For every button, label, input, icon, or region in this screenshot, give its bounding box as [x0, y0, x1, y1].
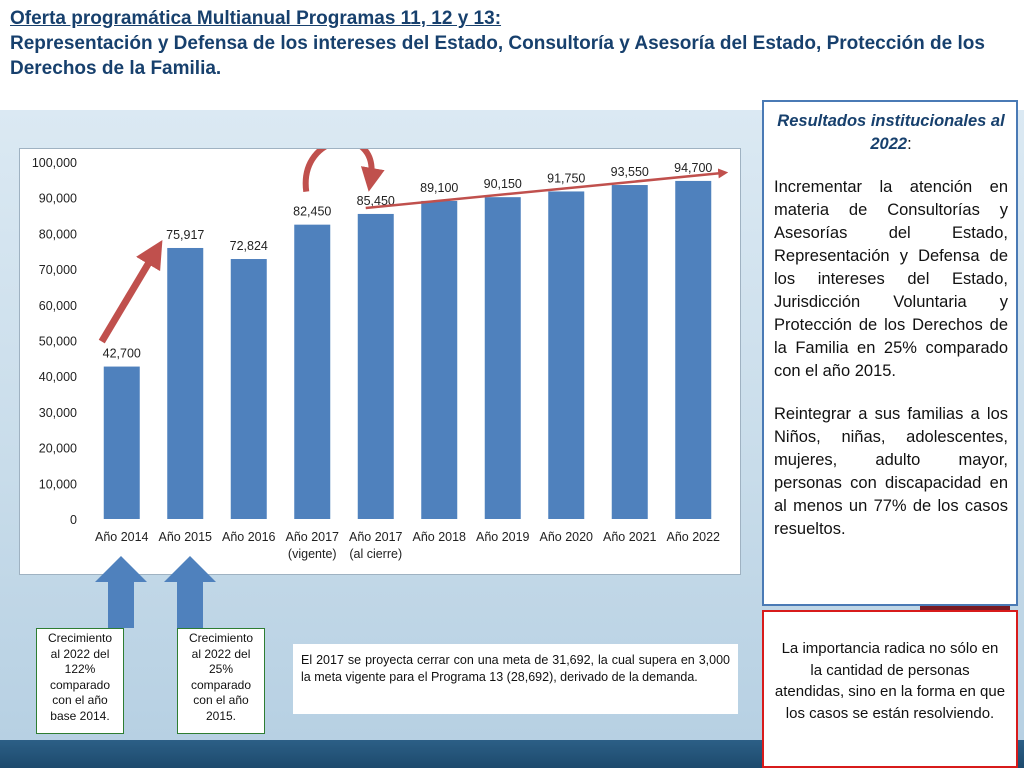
- results-title: [774, 110, 1008, 156]
- results-goal-1: Incrementar la atención en materia de Consultorías y Asesorías del Estado, Representación y Defensa de los intereses del Estado, Jurisdicción Voluntaria y Protección de los Derechos de la Familia en 25% comparado con el año 2015.: [774, 178, 1008, 380]
- header-subtitle: Representación y Defensa de los intereses del Estado, Consultoría y Asesoría del Estado, Protección de los Derechos de la Familia.: [10, 33, 985, 79]
- growth-line: 25%: [208, 662, 234, 676]
- bar-value-label: 42,700: [102, 346, 141, 361]
- growth-box-2014: [36, 628, 124, 734]
- bar-value-label: 94,700: [674, 160, 713, 175]
- x-tick-label: Año 2019: [475, 530, 530, 544]
- y-tick-label: 20,000: [38, 441, 77, 456]
- x-tick-label: Año 2018: [412, 530, 467, 544]
- projection-note: [293, 644, 738, 714]
- x-tick-label: Año 2017: [285, 530, 340, 544]
- growth-box-2015: [177, 628, 265, 734]
- x-tick-label: Año 2020: [539, 530, 594, 544]
- x-tick-label: Año 2017: [348, 530, 403, 544]
- y-tick-label: 10,000: [38, 477, 77, 492]
- bar-value-label: 72,824: [229, 239, 268, 254]
- importance-text: La importancia radica no sólo en la cantidad de personas atendidas, sino en la forma en que los casos se están resolviendo.: [774, 640, 1006, 722]
- y-tick-label: 90,000: [38, 191, 77, 206]
- x-tick-label: Año 2016: [221, 530, 276, 544]
- x-tick-label: Año 2015: [158, 530, 213, 544]
- growth-line: al 2022 del: [191, 646, 251, 661]
- growth-line: base 2014.: [50, 708, 110, 723]
- x-tick-label: Año 2014: [94, 530, 149, 544]
- y-tick-label: 60,000: [38, 298, 77, 313]
- growth-line: Crecimiento: [47, 631, 113, 645]
- bar-value-label: 75,917: [166, 227, 205, 242]
- up-arrow-icon: [95, 556, 147, 628]
- up-arrow-icon: [164, 556, 216, 628]
- header-title: Oferta programática Multianual Programas 11, 12 y 13:: [10, 8, 502, 29]
- x-tick-label: Año 2022: [666, 530, 721, 544]
- growth-line: Crecimiento: [188, 631, 254, 645]
- importance-box: [762, 610, 1018, 768]
- bar-value-label: 90,150: [483, 177, 522, 192]
- growth-line: 122%: [64, 662, 96, 676]
- projection-note-text: El 2017 se proyecta cerrar con una meta de 31,692, la cual supera en 3,000 la meta vigente para el Programa 13 (28,692), derivado de la demanda.: [301, 653, 730, 684]
- results-goal-2: Reintegrar a sus familias a los Niños, niñas, adolescentes, mujeres, adulto mayor, personas con discapacidad en al menos un 77% de los casos resueltos.: [774, 405, 1008, 538]
- growth-line: comparado: [190, 677, 252, 692]
- bar-value-label: 85,450: [356, 193, 395, 208]
- results-box: [762, 100, 1018, 606]
- results-title-text: Resultados institucionales al 2022: [777, 112, 1005, 153]
- x-tick-label: Año 2021: [602, 530, 657, 544]
- bar-value-label: 93,550: [610, 165, 649, 180]
- y-tick-label: 50,000: [38, 334, 77, 349]
- y-tick-label: 40,000: [38, 370, 77, 385]
- growth-line: 2015.: [205, 708, 237, 723]
- growth-line: con el año: [193, 693, 249, 707]
- bar-value-label: 91,750: [547, 171, 586, 186]
- y-tick-label: 30,000: [38, 405, 77, 420]
- x-tick-label: (al cierre): [349, 547, 403, 561]
- y-tick-label: 80,000: [38, 227, 77, 242]
- growth-line: al 2022 del: [50, 646, 110, 661]
- bar-value-label: 82,450: [293, 204, 332, 219]
- growth-line: comparado: [49, 677, 111, 692]
- y-tick-label: 100,000: [31, 156, 77, 170]
- y-tick-label: 0: [70, 513, 77, 527]
- results-title-colon: :: [907, 135, 912, 153]
- y-tick-label: 70,000: [38, 263, 77, 278]
- bar-value-label: 89,100: [420, 180, 459, 195]
- x-tick-label: (vigente): [287, 547, 337, 561]
- growth-line: con el año: [52, 693, 108, 707]
